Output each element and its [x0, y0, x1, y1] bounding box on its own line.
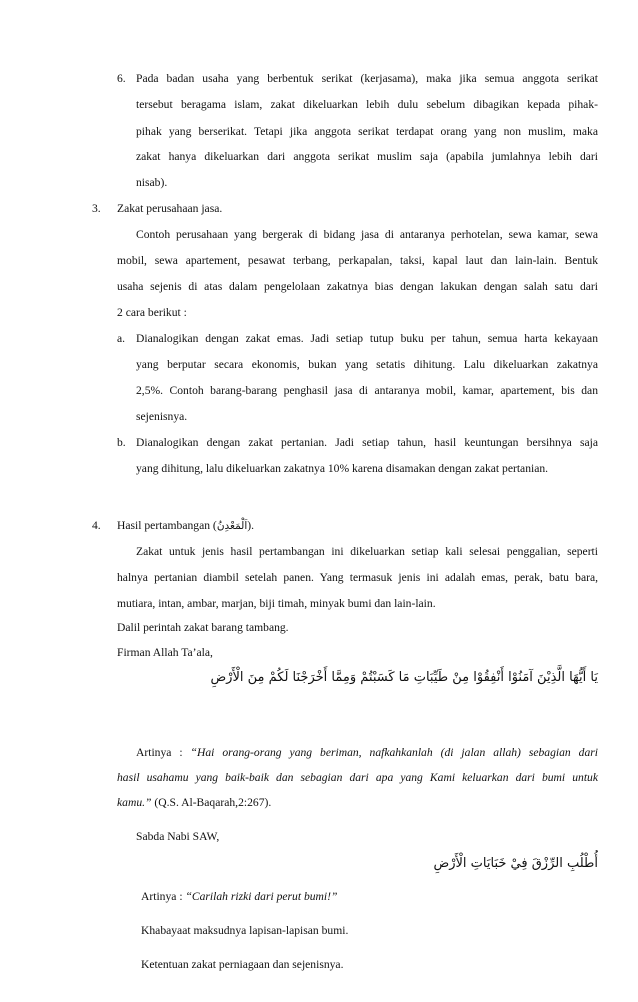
paragraph-line: sejenisnya. [136, 410, 188, 423]
paragraph-line: 2 cara berikut : [117, 306, 187, 319]
dalil-line: Dalil perintah zakat barang tambang. [117, 621, 289, 634]
paragraph-line: nisab). [136, 176, 168, 189]
list-marker: 6. [117, 72, 126, 85]
section-heading: Zakat perusahaan jasa. [117, 202, 223, 215]
heading-text: Hasil pertambangan ( [117, 519, 217, 532]
section-number: 3. [92, 202, 101, 215]
paragraph-line: Contoh perusahaan yang bergerak di bidang jasa di antaranya perhotelan, sewa kamar, sewa [136, 228, 598, 241]
translation-line [141, 890, 337, 904]
paragraph-line: usaha sejenis di atas dalam pengelolaan zakatnya bias dengan lakukan dengan salah satu dari [117, 280, 598, 293]
paragraph-line: mutiara, intan, ambar, marjan, biji timah, minyak bumi dan lain-lain. [117, 597, 436, 610]
paragraph-line: Zakat untuk jenis hasil pertambangan ini dikeluarkan setiap kali selesai penggalian, seperti [136, 545, 598, 558]
paragraph-line: yang dihitung, lalu dikeluarkan zakatnya 10% karena disamakan dengan zakat pertanian. [136, 462, 549, 475]
paragraph-line: halnya pertanian diambil setelah panen. Yang termasuk jenis ini adalah emas, perak, batu bara, [117, 571, 598, 584]
firman-line: Firman Allah Ta’ala, [117, 646, 213, 659]
paragraph-line: yang berputar secara ekonomis, bukan yang setatis dihitung. Lalu dikeluarkan zakatnya [136, 358, 598, 371]
paragraph-line: Pada badan usaha yang berbentuk serikat (kerjasama), maka jika semua anggota serikat [136, 72, 598, 85]
paragraph-line: Dianalogikan dengan zakat emas. Jadi setiap tutup buku per tahun, semua harta kekayaan [136, 332, 598, 345]
verse-reference: (Q.S. Al-Baqarah,2:267). [151, 796, 272, 809]
paragraph-line: mobil, sewa apartement, pesawat terbang, perkapalan, taksi, kapal laut dan lain-lain. Bentuk [117, 254, 598, 267]
paragraph-line: Dianalogikan dengan zakat pertanian. Jadi setiap tahun, hasil keuntungan bersihnya saja [136, 436, 598, 449]
translation-text: kamu.” [117, 796, 152, 809]
translation-text: “Hai orang-orang yang beriman, nafkahkanlah (di jalan allah) sebagian dari [190, 746, 598, 759]
artinya-label: Artinya : [136, 746, 191, 759]
paragraph-line: pihak yang berserikat. Tetapi jika anggota serikat terdapat orang yang non muslim, maka [136, 125, 598, 138]
translation-line: hasil usahamu yang baik-baik dan sebagian dari apa yang Kami keluarkan dari bumi untuk [117, 771, 598, 784]
section-heading [117, 519, 254, 533]
section-number: 4. [92, 519, 101, 532]
paragraph-line: zakat hanya dikeluarkan dari anggota serikat muslim saja (apabila jumlahnya lebih dari [136, 150, 598, 163]
paragraph-line: tersebut beragama islam, zakat dikeluarkan lebih dulu sebelum dibagikan kepada pihak- [136, 98, 598, 111]
translation-line [136, 746, 598, 760]
quran-verse-arabic: يَا أَيُّهَا الَّذِيْنَ آمَنُوْا أَنْفِقُوْا مِنْ طَيِّبَاتِ مَا كَسَبْتُمْ وَمِمَّا أَخْرَجْنَا لَكُمْ مِنَ الْأَرْضِ [210, 670, 598, 685]
hadith-arabic: أُطْلُبِ الرِّزْقَ فِيْ خَبَايَاتِ الْأَرْضِ [433, 856, 598, 871]
sabda-line: Sabda Nabi SAW, [136, 830, 220, 843]
translation-line [117, 796, 271, 810]
list-marker: b. [117, 436, 126, 449]
translation-text: “Carilah rizki dari perut bumi!” [185, 890, 338, 903]
heading-close: ). [247, 519, 255, 532]
explanation-line: Khabayaat maksudnya lapisan-lapisan bumi. [141, 924, 349, 937]
heading-arabic-term: اَلْمَعْدِنُ [216, 520, 248, 532]
artinya-label: Artinya : [141, 890, 186, 903]
list-marker: a. [117, 332, 126, 345]
paragraph-line: 2,5%. Contoh barang-barang penghasil jasa di antaranya mobil, kamar, apartement, bis dan [136, 384, 598, 397]
explanation-line: Ketentuan zakat perniagaan dan sejenisnya. [141, 958, 344, 971]
